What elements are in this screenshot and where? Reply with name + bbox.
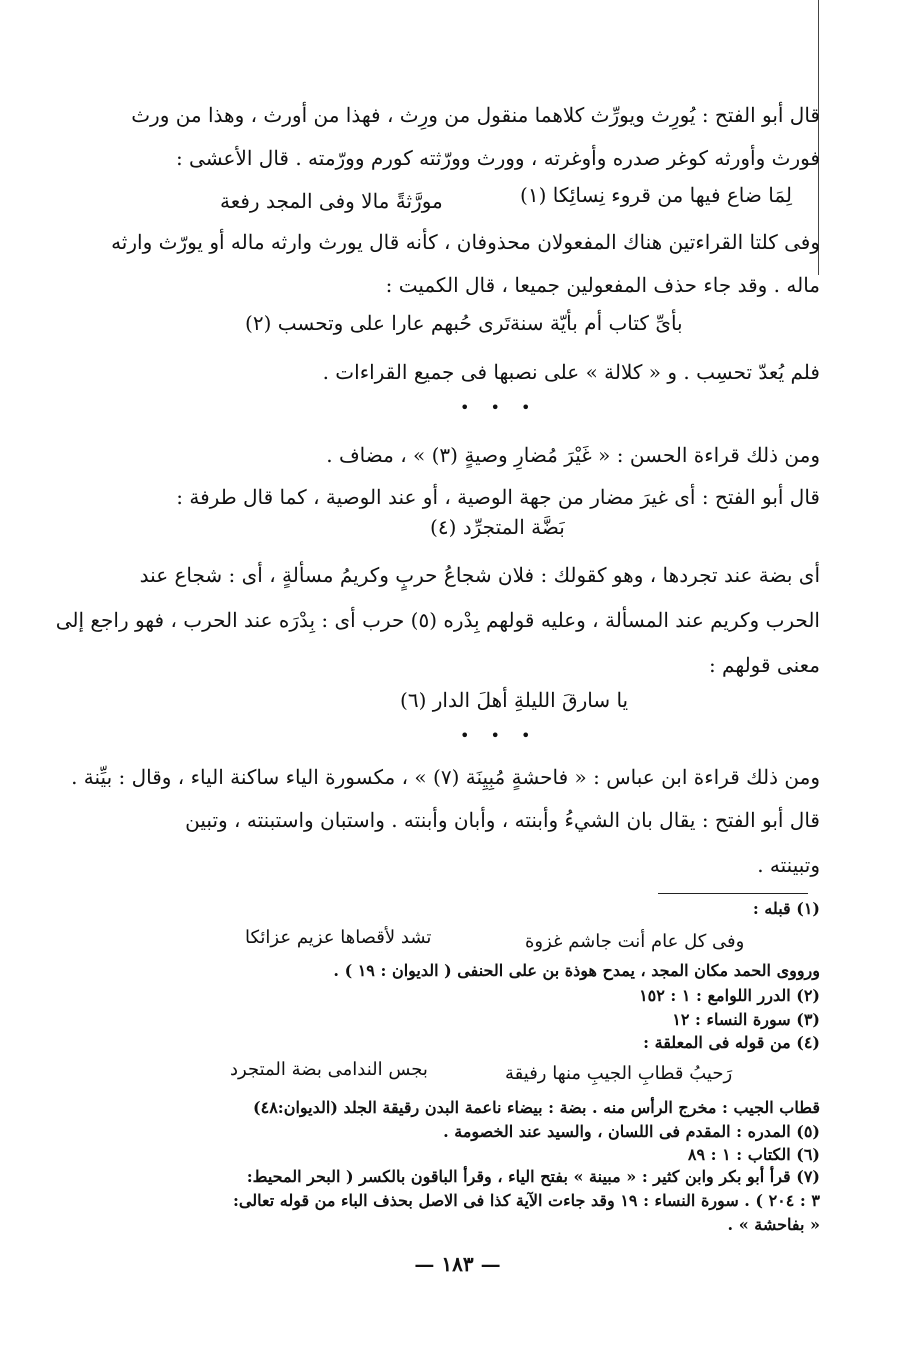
footnote-3: (٣) سورة النساء : ١٢ [672,1010,820,1029]
footnote-7-cont: ٣ : ٢٠٤ ) . سورة النساء : ١٩ وقد جاءت الآية كذا فى الاصل بحذف الباء من قوله تعالى: [233,1191,820,1210]
footnote-1: (١) قبله : [752,899,820,918]
text-line-1: قال أبو الفتح : يُورِث ويورِّث كلاهما منقول من ورِث ، فهذا من أورث ، وهذا من ورث [131,103,820,127]
text-line-6: ومن ذلك قراءة الحسن : « غَيْرَ مُضارِ وصيةٍ (٣) » ، مضاف . [326,443,820,467]
text-line-4: ماله . وقد جاء حذف المفعولين جميعا ، قال الكميت : [385,273,820,297]
footnote-7: (٧) قرأ أبو بكر وابن كثير : « مبينة » بفتح الياء ، وقرأ الباقون بالكسر ( البحر المحيط: [246,1167,820,1186]
footnote-4: (٤) من قوله فى المعلقة : [643,1033,820,1052]
text-line-2: فورث وأورثه كوغر صدره وأوغرته ، وورث وورّثته كورم وورّمته . قال الأعشى : [175,146,820,170]
text-line-13: وتبينته . [757,853,820,877]
footnote-separator [658,893,808,894]
text-line-5: فلم يُعدّ تحسِب . و « كلالة » على نصبها فى جميع القراءات . [322,360,820,384]
footnote-7-end: « بفاحشة » . [727,1215,820,1234]
footnote-1-note: ورووى الحمد مكان المجد ، يمدح هوذة بن على الحنفى ( الديوان : ١٩ ) . [333,961,820,980]
footnote-verse-2-a: رَحيبُ قطابِ الجيبِ منها رفيقة [505,1063,733,1084]
text-line-7: قال أبو الفتح : أى غيرَ مضار من جهة الوصية ، أو عند الوصية ، كما قال طرفة : [176,485,820,509]
text-line-11: ومن ذلك قراءة ابن عباس : « فاحشةٍ مُبِيِنَة (٧) » ، مكسورة الياء ساكنة الياء ، وقال : بيِّنة . [71,765,820,789]
verse-4: يا سارقَ الليلةِ أهلَ الدار (٦) [400,688,629,712]
footnote-verse-1-b: تشد لأقصاها عزيم عزائكا [245,927,432,948]
verse-1-hemistich-a: مورَّثةً مالا وفى المجد رفعة [220,189,443,213]
verse-3: بَضَّة المتجرِّد (٤) [430,515,565,539]
footnote-verse-1-a: وفى كل عام أنت جاشم غزوة [525,931,745,952]
verse-1-hemistich-b: لِمَا ضاع فيها من قروء نِسائِكا (١) [520,183,792,207]
footnote-4-note: قطاب الجيب : مخرج الرأس منه . بضة : بيضاء ناعمة البدن رقيقة الجلد (الديوان:٤٨) [253,1098,820,1117]
verse-2-hemistich-b: تَرى حُبهم عارا على وتحسب (٢) [245,311,511,335]
text-line-9: الحرب وكريم عند المسألة ، وعليه قولهم بِدْره (٥) حرب أى : بِدْرَه عند الحرب ، فهو راجع إلى [55,608,820,632]
verse-2-hemistich-a: بأىِّ كتاب أم بأيّة سنة [510,311,683,335]
footnote-5: (٥) المدره : المقدم فى اللسان ، والسيد عند الخصومة . [443,1122,820,1141]
section-dots-1: • • • [460,398,539,417]
text-line-8: أى بضة عند تجردها ، وهو كقولك : فلان شجاعُ حربٍ وكريمُ مسألةٍ ، أى : شجاع عند [139,563,820,587]
text-line-3: وفى كلتا القراءتين هناك المفعولان محذوفان ، كأنه قال يورث وارثه ماله أو يورّث وارثه [111,230,820,254]
page-number: — ١٨٣ — [414,1252,501,1276]
footnote-verse-2-b: بجس الندامى بضة المتجرد [230,1059,428,1080]
footnote-2: (٢) الدرر اللوامع : ١ : ١٥٢ [639,986,820,1005]
text-line-12: قال أبو الفتح : يقال بان الشيءُ وأبنته ، وأبان وأبنته . واستبان واستبنته ، وتبين [185,808,820,832]
text-line-10: معنى قولهم : [708,653,820,677]
footnote-6: (٦) الكتاب : ١ : ٨٩ [687,1145,820,1164]
section-dots-2: • • • [460,726,539,745]
